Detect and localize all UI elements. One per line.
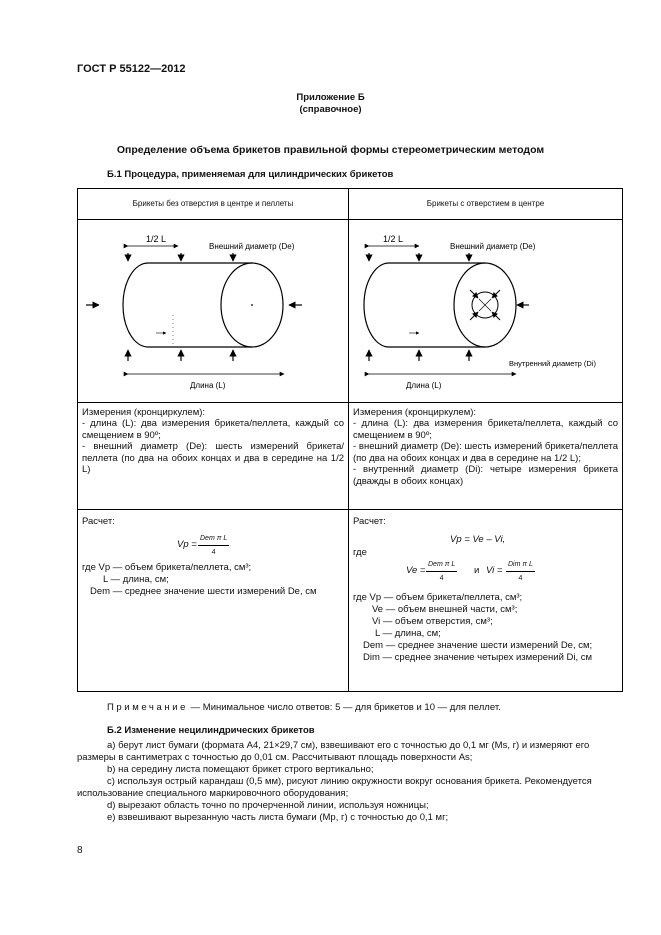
page-number: 8 <box>77 845 83 856</box>
procedure-table <box>77 188 623 692</box>
inner-diameter-label: Внутренний диаметр (Di) <box>509 359 597 368</box>
b2-item-e: е) взвешивают вырезанную часть листа бумаги (Mp, г) с точностью до 0,1 мг; <box>107 812 449 823</box>
vp-fraction: Dem π L 4 <box>200 534 228 556</box>
note-label: Примечание <box>107 702 188 713</box>
length-label: Длина (L) <box>190 381 226 390</box>
appendix-title: Приложение Б <box>296 92 365 103</box>
b1-heading: Б.1 Процедура, применяемая для цилиндрических брикетов <box>107 169 394 180</box>
b2-item-a: а) берут лист бумаги (формата А4, 21×29,7 см), взвешивают его с точностью до 0,1 мг (Ms, г) и измеряют его размеры в сантиметрах с точностью до 0,01 см. Рассчитывают площадь поверхности As; <box>77 740 590 763</box>
appendix-subtitle: (справочное) <box>299 104 362 115</box>
outer-diameter-label: Внешний диаметр (De) <box>209 242 295 251</box>
b2-item-d: d) вырезают область точно по прочерченной линии, используя ножницы; <box>107 800 429 811</box>
ve-fraction: Dem π L 4 <box>428 560 456 582</box>
calc-right: Расчет: Vp = Ve – Vi, где Ve = Dem π L 4 и Vi = Dim π L 4 где Vp — объем брикета/пеллета, см³; Ve — объем внешней части, см³; Vi — объем отверстия, см³; L — длина, см; Dem — среднее значение шести измерений De, см; Dim — среднее значение четырех измерений Di, см <box>349 509 623 691</box>
length-label-2: Длина (L) <box>406 381 442 390</box>
col-header-no-hole: Брикеты без отверстия в центре и пеллеты <box>78 189 349 220</box>
note <box>107 702 501 713</box>
measure-right: Измерения (кронциркулем): - длина (L): два измерения брикета/пеллета, каждый со смещением в 90º; - внешний диаметр (De): шесть измерений брикета/пеллета (по два на обоих концах и два в середине на 1/2 L); - внутренний диаметр (Di): четыре измерения брикета (дважды в обоих концах) <box>349 402 623 509</box>
b2-item-c: c) используя острый карандаш (0,5 мм), рисуют линию окружности вокруг основания брикета. Рекомендуется использование специального маркировочного оборудования; <box>77 776 592 799</box>
vp-ve-vi-formula: Vp = Ve – Vi, <box>450 533 506 545</box>
note-text: — Минимальное число ответов: 5 — для брикетов и 10 — для пеллет. <box>190 702 501 713</box>
half-length-label: 1/2 L <box>146 234 167 244</box>
calc-left: Расчет: Vp = Dem π L 4 где Vp — объем брикета/пеллета, см³; L — длина, см; Dem — среднее значение шести измерений De, см <box>78 509 349 691</box>
outer-diameter-label-2: Внешний диаметр (De) <box>450 242 536 251</box>
half-length-label-2: 1/2 L <box>383 234 404 244</box>
cylinder-diagram <box>78 220 349 398</box>
measure-left: Измерения (кронциркулем): - длина (L): два измерения брикета/пеллета, каждый со смещением в 90º; - внешний диаметр (De): шесть измерений брикета/пеллета (по два на обоих концах и два в середине на 1/2 L) <box>78 402 349 509</box>
vp-formula-lhs: Vp = <box>177 538 197 550</box>
b2-item-b: b) на середину листа помещают брикет строго вертикально; <box>107 764 374 775</box>
diagram-left-cell <box>78 220 349 403</box>
standard-id: ГОСТ Р 55122—2012 <box>77 63 186 75</box>
vi-fraction: Dim π L 4 <box>508 560 533 582</box>
hollow-cylinder-diagram <box>349 220 623 398</box>
diagram-right-cell <box>349 220 623 403</box>
b2-heading: Б.2 Изменение нецилиндрических брикетов <box>107 725 315 736</box>
section-title: Определение объема брикетов правильной формы стереометрическим методом <box>116 144 545 156</box>
col-header-with-hole: Брикеты с отверстием в центре <box>349 189 623 220</box>
